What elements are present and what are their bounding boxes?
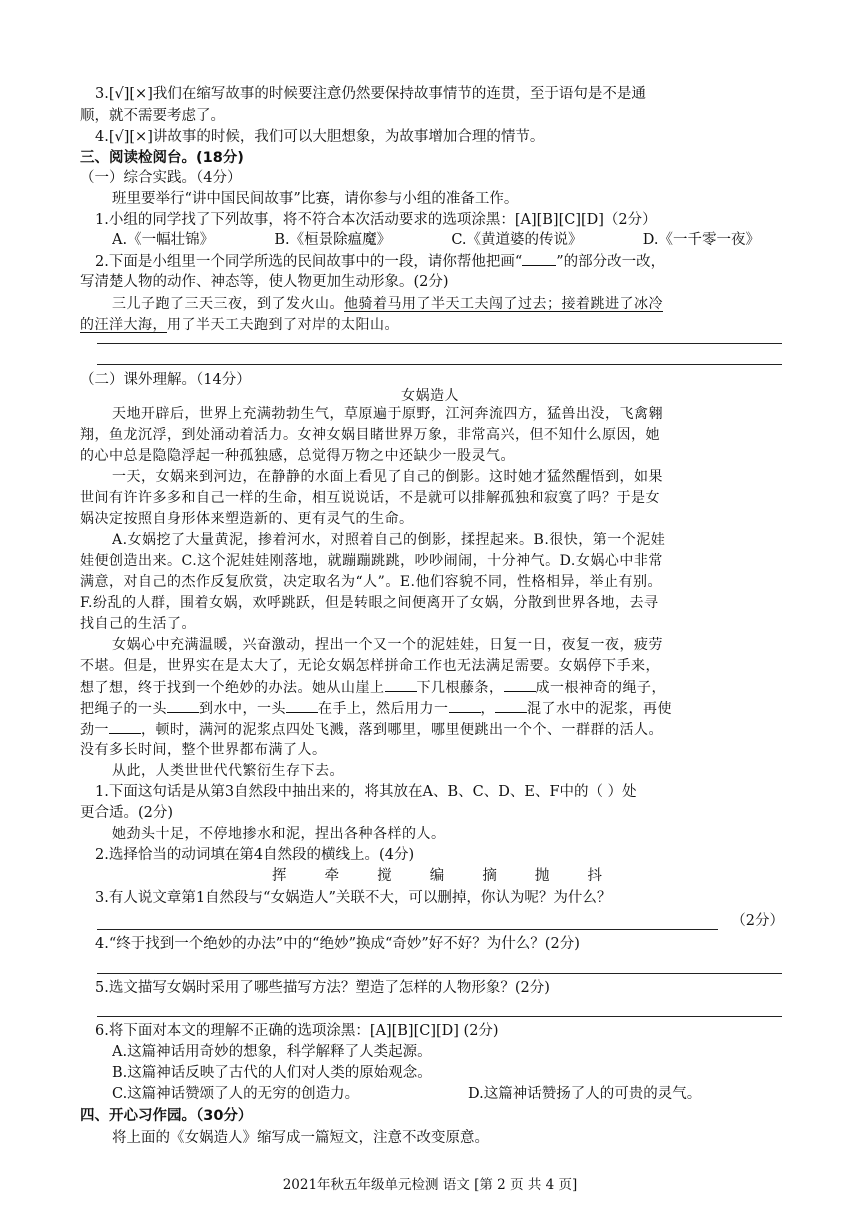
option-6a: A.这篇神话用奇妙的想象，科学解释了人类起源。 xyxy=(112,1044,432,1060)
story-text: 三儿子跑了三天三夜，到了发火山。 xyxy=(112,296,344,312)
text: 下几根藤条， xyxy=(416,680,504,696)
fill-blank-5[interactable] xyxy=(449,698,481,713)
text: 把绳子的一头 xyxy=(80,701,167,717)
essay-prompt: 将上面的《女娲造人》缩写成一篇短文，注意不改变原意。 xyxy=(112,1130,489,1146)
answer-line-q5[interactable] xyxy=(97,1016,782,1017)
article-p4-line2: 不堪。但是，世界实在是太大了，无论女娲怎样拼命工作也无法满足需要。女娲停下手来， xyxy=(80,658,660,674)
verb-choice: 摘 xyxy=(482,868,497,884)
option-6c: C.这篇神话赞颂了人的无穷的创造力。 xyxy=(112,1086,360,1102)
judge-item-3-cont: 顺，就不需要考虑了。 xyxy=(80,108,225,124)
fill-blank-6[interactable] xyxy=(495,698,527,713)
text: 成一根神奇的绳子， xyxy=(535,680,666,696)
article-p3-line5: 找自己的生活了。 xyxy=(80,616,196,632)
fill-blank-3[interactable] xyxy=(167,698,199,713)
subsection-2-heading: （二）课外理解。（14分） xyxy=(80,372,251,388)
question-2 xyxy=(95,251,782,272)
page-footer: 2021年秋五年级单元检测 语文 [第 2 页 共 4 页] xyxy=(282,1177,578,1193)
verb-choice: 挥 xyxy=(272,868,287,884)
verb-choice: 抛 xyxy=(534,868,550,884)
question-2-cont: 写清楚人物的动作、神态等，使人物更加生动形象。(2分) xyxy=(80,274,449,290)
underline-blank xyxy=(522,251,556,266)
option-a: A.《一幅壮锦》 xyxy=(112,232,215,248)
answer-line-2[interactable] xyxy=(97,364,782,365)
story-text-cont: 用了半天工夫跑到了对岸的太阳山。 xyxy=(167,317,399,333)
reading-question-1-cont: 更合适。(2分) xyxy=(80,805,174,821)
article-p4-line3 xyxy=(80,677,782,698)
section-3-heading: 三、阅读检阅台。(18分) xyxy=(80,150,244,166)
fill-blank-7[interactable] xyxy=(109,719,141,734)
article-p1-line2: 翔，鱼龙沉浮，到处涌动着活力。女神女娲目睹世界万象，非常高兴，但不知什么原因，她 xyxy=(80,427,660,443)
option-6d: D.这篇神话赞扬了人的可贵的灵气。 xyxy=(468,1086,702,1102)
underlined-story-text-cont: 的汪洋大海， xyxy=(80,317,167,333)
fill-blank-1[interactable] xyxy=(385,677,417,692)
subsection-1-heading: （一）综合实践。（4分） xyxy=(80,170,242,186)
score-q3: （2分） xyxy=(731,913,784,929)
activity-intro: 班里要举行“讲中国民间故事”比赛，请你参与小组的准备工作。 xyxy=(112,191,519,207)
reading-question-1: 1.下面这句话是从第3自然段中抽出来的，将其放在A、B、C、D、E、F中的（ ）处 xyxy=(95,784,637,800)
article-p5: 从此，人类世世代代繁衍生存下去。 xyxy=(112,763,344,779)
story-paragraph-cont xyxy=(80,315,782,335)
text: ，顿时，满河的泥浆点四处飞溅，落到哪里，哪里便跳出一个个、一群群的活人。 xyxy=(141,722,663,738)
verb-choice: 牵 xyxy=(324,868,340,884)
option-d: D.《一千零一夜》 xyxy=(642,232,760,248)
reading-question-3: 3.有人说文章第1自然段与“女娲造人”关联不大，可以删掉，你认为呢？为什么？ xyxy=(95,890,612,906)
article-p4-line4 xyxy=(80,698,782,719)
underlined-story-text: 他骑着马用了半天工夫闯了过去；接着跳进了冰冷 xyxy=(344,296,663,312)
verb-choice: 搅 xyxy=(377,868,392,884)
text: 在手上，然后用力一 xyxy=(318,701,449,717)
answer-line-q4[interactable] xyxy=(97,973,782,974)
option-6b: B.这篇神话反映了古代的人们对人类的原始观念。 xyxy=(112,1065,432,1081)
text: 到水中，一头 xyxy=(199,701,286,717)
verb-choices xyxy=(272,866,602,886)
question-1-options xyxy=(112,230,760,250)
answer-line-q3[interactable] xyxy=(97,929,718,930)
reading-question-4: 4.“终于找到一个绝妙的办法”中的“绝妙”换成“奇妙”好不好？为什么？(2分) xyxy=(95,936,580,952)
article-p4-line6: 没有多长时间，整个世界都布满了人。 xyxy=(80,742,327,758)
article-p4: 女娲心中充满温暖，兴奋激动，捏出一个又一个的泥娃娃，日复一日，夜复一夜，疲劳 xyxy=(112,637,663,653)
option-b: B.《桓景除瘟魔》 xyxy=(274,232,392,248)
text: 想了想，终于找到一个绝妙的办法。她从山崖上 xyxy=(80,680,385,696)
verb-choice: 编 xyxy=(429,868,445,884)
article-p4-line5 xyxy=(80,719,782,740)
text: 混了水中的泥浆，再使 xyxy=(527,701,672,717)
question-2-text-cont: ”的部分改一改， xyxy=(556,254,666,270)
article-p2-line2: 世间有许许多多和自己一样的生命，相互说说话，不是就可以排解孤独和寂寞了吗？于是女 xyxy=(80,490,660,506)
fill-blank-2[interactable] xyxy=(504,677,536,692)
question-1: 1.小组的同学找了下列故事，将不符合本次活动要求的选项涂黑：[A][B][C][D]（2分） xyxy=(95,212,657,228)
judge-item-3: 3.[√][×]我们在缩写故事的时候要注意仍然要保持故事情节的连贯，至于语句是不是通 xyxy=(95,86,646,102)
judge-item-4: 4.[√][×]讲故事的时候，我们可以大胆想象，为故事增加合理的情节。 xyxy=(95,129,545,145)
reading-question-2: 2.选择恰当的动词填在第4自然段的横线上。(4分) xyxy=(95,847,415,863)
section-4-heading: 四、开心习作园。（30分） xyxy=(80,1108,253,1124)
question-2-text: 2.下面是小组里一个同学所选的民间故事中的一段，请你帮他把画“ xyxy=(95,254,523,270)
option-c: C.《黄道婆的传说》 xyxy=(451,232,583,248)
article-p1-line3: 的心中总是隐隐浮起一种孤独感，总觉得万物之中还缺少一股灵气。 xyxy=(80,448,515,464)
reading-question-5: 5.选文描写女娲时采用了哪些描写方法？塑造了怎样的人物形象？(2分) xyxy=(95,980,550,996)
article-p1: 天地开辟后，世界上充满勃勃生气，草原遍于原野，江河奔流四方，猛兽出没，飞禽翱 xyxy=(112,406,663,422)
fill-blank-4[interactable] xyxy=(286,698,318,713)
article-p3-line3: 满意，对自己的杰作反复欣赏，决定取名为“人”。E.他们容貌不同，性格相异，举止有别。 xyxy=(80,574,662,590)
article-title: 女娲造人 xyxy=(401,388,459,404)
reading-question-6: 6.将下面对本文的理解不正确的选项涂黑：[A][B][C][D] (2分) xyxy=(95,1023,499,1039)
text: 劲一 xyxy=(80,722,109,738)
verb-choice: 抖 xyxy=(587,868,602,884)
article-p2: 一天，女娲来到河边，在静静的水面上看见了自己的倒影。这时她才猛然醒悟到，如果 xyxy=(112,469,663,485)
text: ， xyxy=(480,701,495,717)
article-p3-line2: 娃便创造出来。C.这个泥娃娃刚落地，就蹦蹦跳跳，吵吵闹闹，十分神气。D.女娲心中非常 xyxy=(80,553,663,569)
article-p3-line4: F.纷乱的人群，围着女娲，欢呼跳跃，但是转眼之间便离开了女娲，分散到世界各地，去寻 xyxy=(80,595,659,611)
extracted-sentence: 她劲头十足，不停地掺水和泥，捏出各种各样的人。 xyxy=(112,826,446,842)
article-p3: A.女娲挖了大量黄泥，掺着河水，对照着自己的倒影，揉捏起来。B.很快，第一个泥娃 xyxy=(112,532,666,548)
article-p2-line3: 娲决定按照自身形体来塑造新的、更有灵气的生命。 xyxy=(80,511,414,527)
story-paragraph xyxy=(112,294,782,314)
answer-line-1[interactable] xyxy=(97,343,782,344)
